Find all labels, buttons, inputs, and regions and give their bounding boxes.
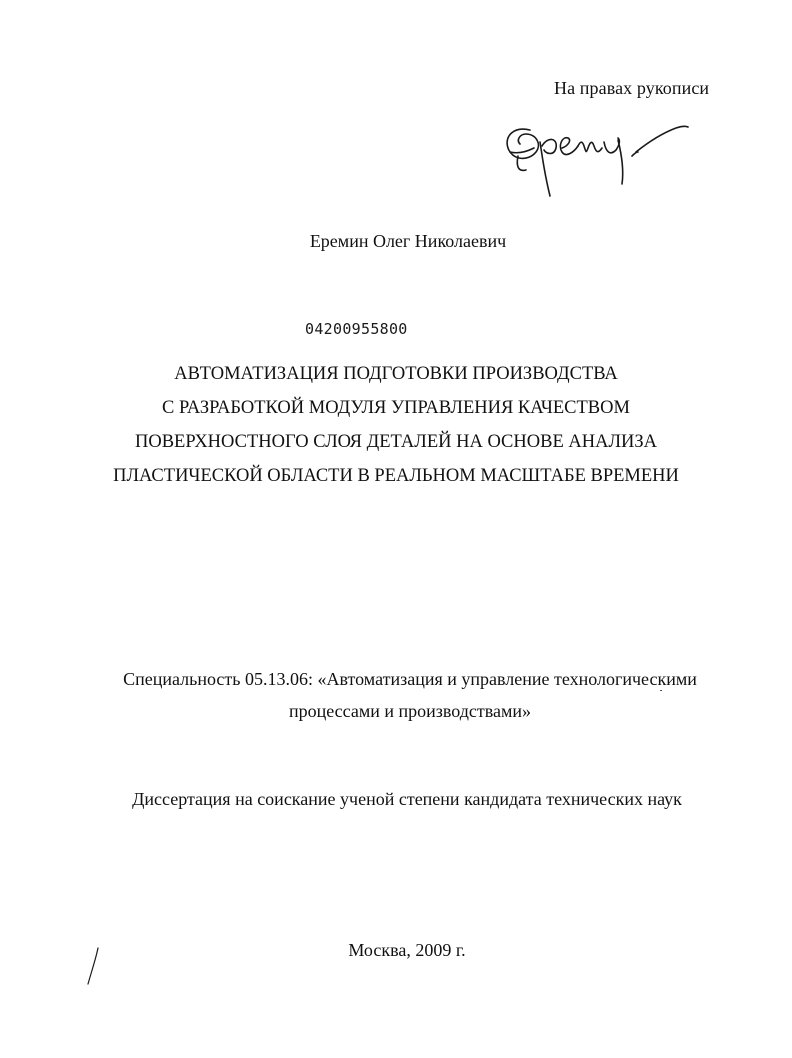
title-line: С РАЗРАБОТКОЙ МОДУЛЯ УПРАВЛЕНИЯ КАЧЕСТВОМ [162,398,630,418]
document-code: 04200955800 [305,320,408,338]
dissertation-title [0,357,792,493]
specialty-line: процессами и производствами» [288,701,532,721]
specialty-line: Специальность 05.13.06: «Автоматизация и управление технологическими [123,669,697,689]
city-year: Москва, 2009 г. [348,940,466,960]
title-line: ПОВЕРХНОСТНОГО СЛОЯ ДЕТАЛЕЙ НА ОСНОВЕ АНАЛИЗА [134,432,657,452]
dissertation-type: Диссертация на соискание ученой степени кандидата технических наук [132,789,682,809]
title-line: ПЛАСТИЧЕСКОЙ ОБЛАСТИ В РЕАЛЬНОМ МАСШТАБЕ ВРЕМЕНИ [113,466,679,486]
specialty-block [0,663,792,727]
signature-icon [496,112,696,202]
rights-notice: На правах рукописи [554,78,710,98]
scan-speck [660,690,662,691]
title-line: АВТОМАТИЗАЦИЯ ПОДГОТОВКИ ПРОИЗВОДСТВА [174,364,618,384]
author-name: Еремин Олег Николаевич [309,231,507,251]
